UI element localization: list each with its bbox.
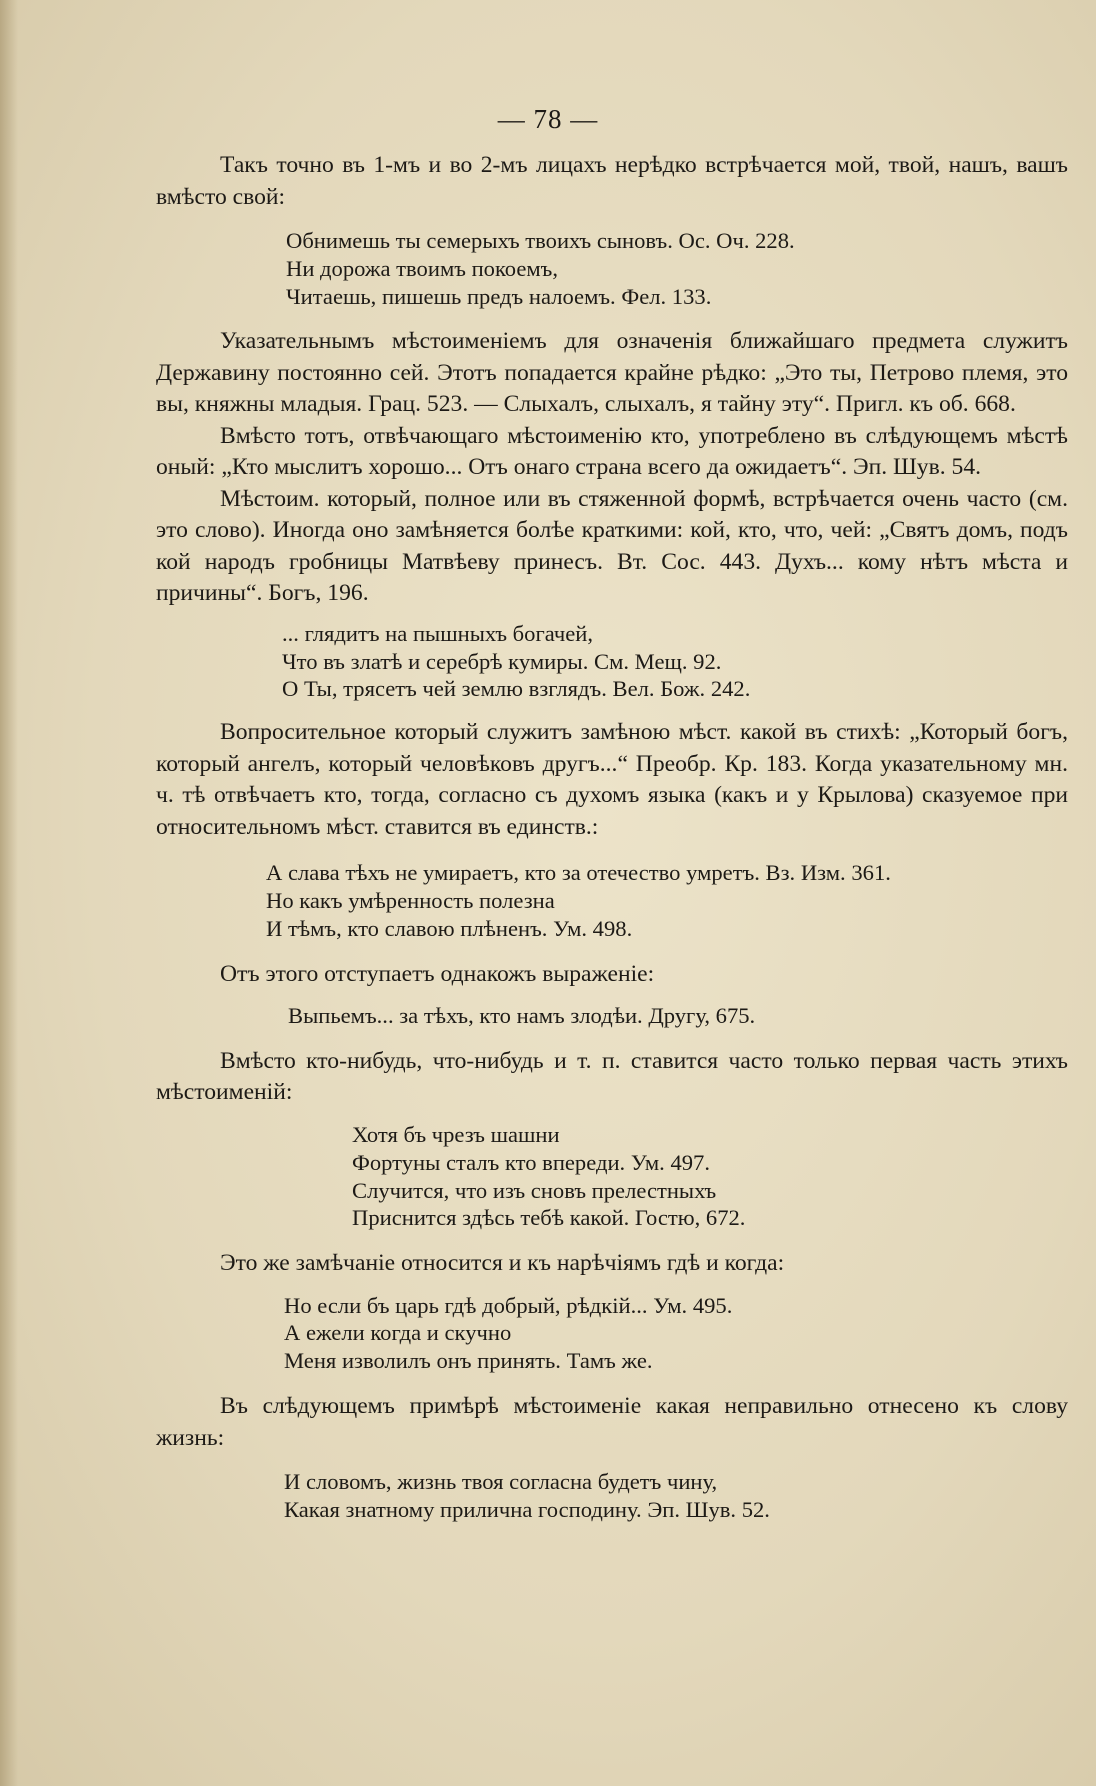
paragraph-8: Это же замѣчаніе относится и къ нарѣчіямъ гдѣ и когда: <box>220 1250 785 1277</box>
verse-4 <box>288 1002 1068 1030</box>
paragraph-6: Отъ этого отступаетъ однакожъ выраженіе: <box>220 960 655 987</box>
verse-line: И словомъ, жизнь твоя согласна будетъ чину, <box>284 1469 718 1495</box>
verse-5 <box>352 1121 1068 1232</box>
page-number: — 78 — <box>497 104 599 134</box>
page-shadow <box>0 0 18 1786</box>
paragraph-3: Вмѣсто тотъ, отвѣчающаго мѣстоименію кто, употреблено въ слѣдующемъ мѣстѣ оный: „Кто мыслитъ хорошо... Отъ онаго страна всего да ожидаетъ“. Эп. Шув. 54. <box>156 422 1068 481</box>
verse-6 <box>284 1292 1068 1375</box>
verse-line: Ни дорожа твоимъ покоемъ, <box>286 255 559 281</box>
page-body <box>156 150 1068 1524</box>
verse-line: Приснится здѣсь тебѣ какой. Гостю, 672. <box>352 1205 746 1231</box>
verse-line: Выпьемъ... за тѣхъ, кто намъ злодѣи. Другу, 675. <box>288 1003 756 1029</box>
paragraph-1: Такъ точно въ 1-мъ и во 2-мъ лицахъ нерѣдко встрѣчается мой, твой, нашъ, вашъ вмѣсто свой: <box>156 152 1068 210</box>
verse-line: Какая знатному прилична господину. Эп. Шув. 52. <box>284 1496 770 1522</box>
verse-1 <box>286 227 1068 310</box>
verse-line: А слава тѣхъ не умираетъ, кто за отечество умретъ. Вз. Изм. 361. <box>266 860 891 886</box>
paragraph-4: Мѣстоим. который, полное или въ стяженной формѣ, встрѣчается очень часто (см. это слово). Иногда оно замѣняется болѣе краткими: кой, кто, что, чей: „Святъ домъ, подъ кой народъ гробницы Матвѣеву принесъ. Вт. Сос. 443. Духъ... кому нѣтъ мѣста и причины“. Богъ, 196. <box>156 485 1068 607</box>
verse-line: Но какъ умѣренность полезна <box>266 888 555 914</box>
verse-line: Обнимешь ты семерыхъ твоихъ сыновъ. Ос. Оч. 228. <box>286 228 795 253</box>
verse-line: Хотя бъ чрезъ шашни <box>352 1121 560 1147</box>
verse-line: Читаешь, пишешь предъ налоемъ. Фел. 133. <box>286 283 712 309</box>
paragraph-5: Вопросительное который служитъ замѣною мѣст. какой въ стихѣ: „Который богъ, который ангелъ, который человѣковъ другъ...“ Преобр. Кр. 183. Когда указательному мн. ч. тѣ отвѣчаетъ кто, тогда, согласно съ духомъ языка (какъ и у Крылова) сказуемое при относительномъ мѣст. ставится въ единств.: <box>156 719 1068 840</box>
verse-line: ... глядитъ на пышныхъ богачей, <box>282 620 593 646</box>
verse-line: Случится, что изъ сновъ прелестныхъ <box>352 1177 717 1203</box>
verse-line: А ежели когда и скучно <box>284 1320 512 1346</box>
verse-line: Что въ златѣ и серебрѣ кумиры. См. Мещ. 92. <box>282 648 722 674</box>
verse-3 <box>266 859 1068 942</box>
verse-line: О Ты, трясетъ чей землю взглядъ. Вел. Бож. 242. <box>282 676 751 702</box>
verse-line: Но если бъ царь гдѣ добрый, рѣдкій... Ум. 495. <box>284 1292 733 1318</box>
paragraph-7: Вмѣсто кто-нибудь, что-нибудь и т. п. ставится часто только первая часть этихъ мѣстоименій: <box>156 1047 1068 1106</box>
paragraph-9: Въ слѣдующемъ примѣрѣ мѣстоименіе какая неправильно отнесено къ слову жизнь: <box>156 1393 1068 1451</box>
verse-line: Фортуны сталъ кто впереди. Ум. 497. <box>352 1149 710 1175</box>
verse-2 <box>282 620 1068 703</box>
verse-7 <box>284 1468 1068 1524</box>
paragraph-2: Указательнымъ мѣстоименіемъ для означенія ближайшаго предмета служитъ Державину постоянно сей. Этотъ попадается крайне рѣдко: „Это ты, Петрово племя, это вы, княжны младыя. Грац. 523. — Слыхалъ, слыхалъ, я тайну эту“. Пригл. къ об. 668. <box>156 328 1068 418</box>
verse-line: Меня изволилъ онъ принять. Тамъ же. <box>284 1348 653 1374</box>
verse-line: И тѣмъ, кто славою плѣненъ. Ум. 498. <box>266 915 633 941</box>
